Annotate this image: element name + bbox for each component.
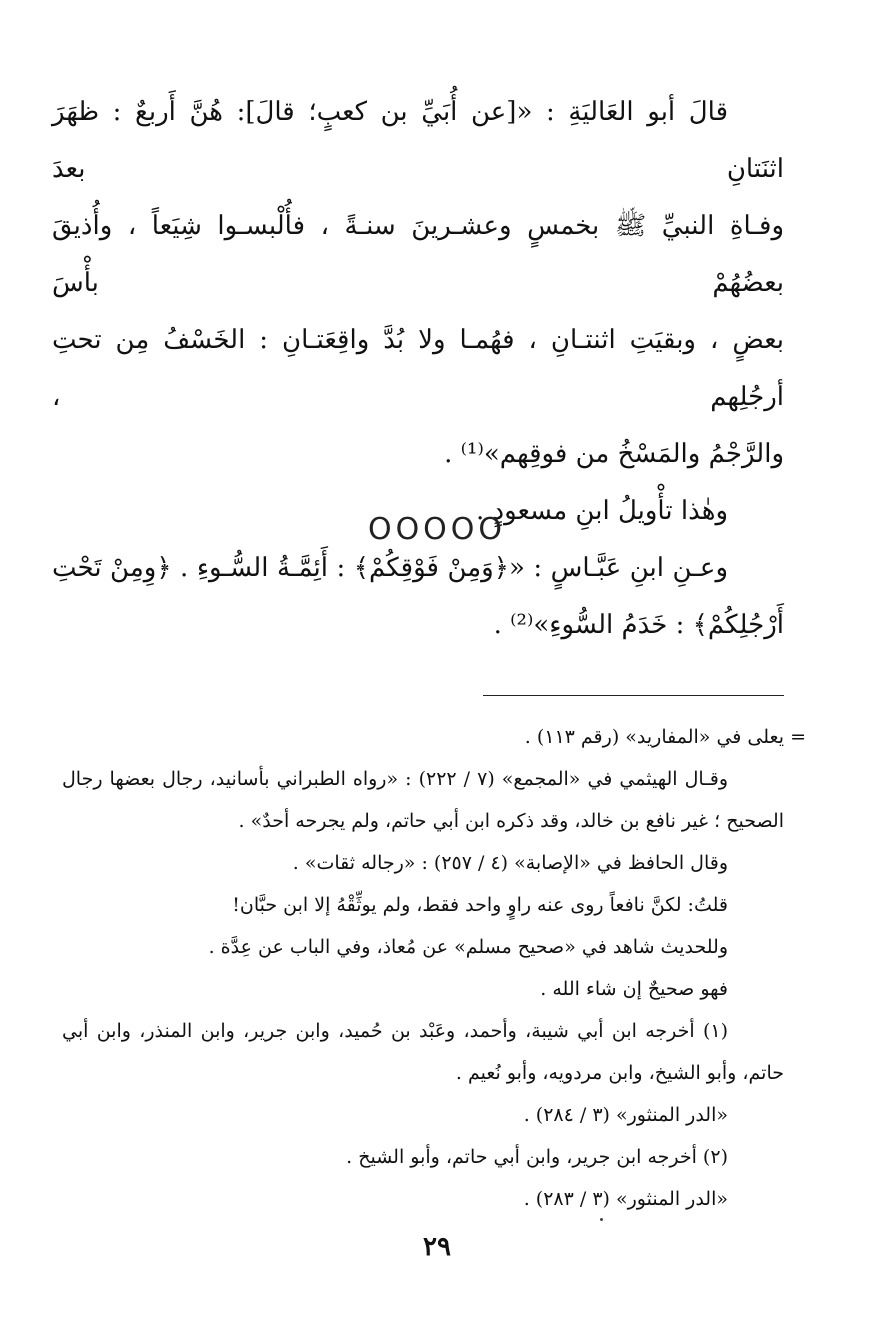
main-text bbox=[52, 84, 784, 654]
para1-line3: بعضٍ ، وبقيَتِ اثنتـانِ ، فهُمـا ولا بُدَّ واقِعَتـانِ : الخَسْفُ مِن تحتِ أرجُلِهم ، bbox=[52, 325, 784, 412]
continuation-mark: = bbox=[790, 726, 806, 748]
page-number: ٢٩ bbox=[423, 1232, 451, 1262]
footnote-line: وقـال الهيثمي في «المجمع» (٧ / ٢٢٢) : «رواه الطبراني بأسانيد، رجال بعضها رجال الصحيح ؛ غير نافع بن خالد، وقد ذكره ابن أبي حاتم، ولم يجرحه أحدٌ» . bbox=[62, 768, 784, 832]
para1-line4: والرَّجْمُ والمَسْخُ من فوقِهم»⁽¹⁾ . bbox=[444, 439, 784, 469]
footnote-line: يعلى في «المفاريد» (رقم ١١٣) . bbox=[524, 726, 784, 748]
footnote-line: وللحديث شاهد في «صحيح مسلم» عن مُعاذ، وفي الباب عن عِدَّة . bbox=[208, 936, 728, 958]
footnote-line: فهو صحيحٌ إن شاء الله . bbox=[540, 978, 728, 1000]
footnote-2-source: «الدر المنثور» (٣ / ٢٨٣) . bbox=[523, 1188, 728, 1210]
footnote-rule bbox=[483, 695, 784, 696]
footnote-1-source: «الدر المنثور» (٣ / ٢٨٤) . bbox=[523, 1104, 728, 1126]
footnote-line: قلتُ: لكنَّ نافعاً روى عنه راوٍ واحد فقط، ولم يوثِّقْهُ إلا ابن حبَّان! bbox=[232, 894, 728, 916]
para1-line1: قالَ أبو العَاليَةِ : «[عن أُبَيِّ بن كعبٍ؛ قالَ]: هُنَّ أَربعٌ : ظهَرَ اثنَتانِ بعدَ bbox=[52, 97, 784, 184]
para1-line2: وفـاةِ النبيِّ ﷺ بخمسٍ وعشـرينَ سنـةً ، فأُلْبسـوا شِيَعاً ، وأُذيقَ بعضُهُمْ بأْسَ bbox=[52, 211, 784, 298]
para2: وهٰذا تأْويلُ ابنِ مسعودٍ . bbox=[475, 496, 728, 526]
footnotes bbox=[62, 716, 806, 1220]
stray-dot bbox=[600, 1218, 603, 1221]
footnote-line: وقال الحافظ في «الإصابة» (٤ / ٢٥٧) : «رجاله ثقات» . bbox=[292, 852, 728, 874]
section-divider-ornaments: OOOOO bbox=[367, 512, 507, 547]
footnote-2: (٢) أخرجه ابن جرير، وابن أبي حاتم، وأبو الشيخ . bbox=[346, 1146, 728, 1168]
para3-line1: وعـنِ ابنِ عَبَّـاسٍ : «﴿وَمِنْ فَوْقِكُمْ﴾ : أَئِمَّـةُ السُّـوءِ . ﴿وِمِنْ تَحْتِ bbox=[52, 553, 728, 583]
footnote-1: (١) أخرجه ابن أبي شيبة، وأحمد، وعَبْد بن حُميد، وابن جرير، وابن المنذر، وابن أبي حاتم، وأبو الشيخ، وابن مردويه، وأبو نُعيم . bbox=[62, 1020, 784, 1084]
para3-line2: أَرْجُلِكُمْ﴾ : خَدَمُ السُّوءِ»⁽²⁾ . bbox=[493, 610, 784, 640]
